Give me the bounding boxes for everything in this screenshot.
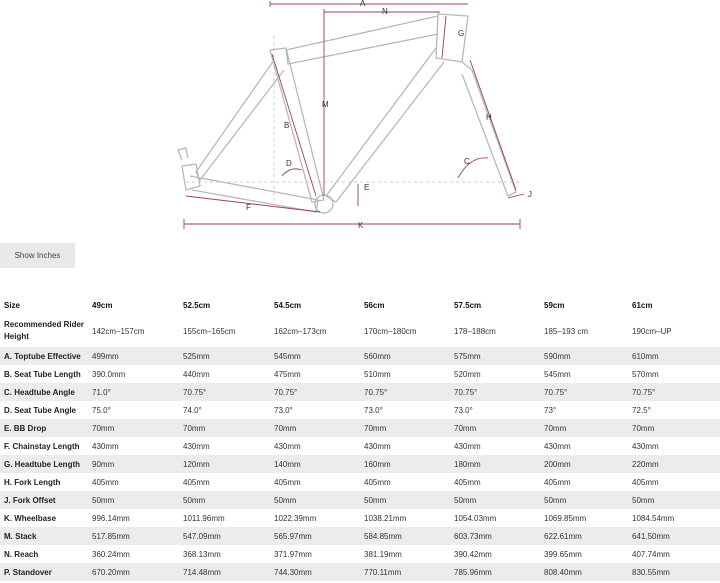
table-row	[0, 315, 720, 347]
table-cell: 1038.21mm	[364, 513, 407, 523]
row-label: H. Fork Length	[4, 477, 61, 487]
table-cell: 50mm	[88, 491, 179, 509]
table-cell: 405mm	[544, 477, 571, 487]
column-header: 56cm	[364, 300, 385, 310]
row-label: D. Seat Tube Angle	[4, 405, 77, 415]
table-row	[0, 491, 720, 509]
table-cell: 50mm	[360, 491, 450, 509]
table-row	[0, 347, 720, 365]
table-cell: 73°	[544, 405, 557, 415]
table-cell: 430mm	[183, 441, 210, 451]
row-label: B. Seat Tube Length	[4, 369, 81, 379]
table-cell: 808.40mm	[540, 563, 628, 581]
table-row	[0, 455, 720, 473]
table-cell: 50mm	[179, 491, 270, 509]
table-cell: 610mm	[628, 347, 720, 365]
table-cell: 73.0°	[454, 405, 473, 415]
table-cell: 622.61mm	[540, 527, 628, 545]
table-cell: 190cm–UP	[632, 326, 672, 336]
table-cell: 162cm–173cm	[274, 326, 327, 336]
column-header: 52.5cm	[183, 300, 211, 310]
dim-label-n: N	[382, 7, 388, 16]
dim-label-a: A	[360, 0, 366, 8]
table-cell: 50mm	[450, 491, 540, 509]
table-cell: 584.85mm	[360, 527, 450, 545]
row-label: Recommended Rider Height	[4, 320, 85, 341]
table-cell: 499mm	[88, 347, 179, 365]
table-row	[0, 509, 720, 527]
table-cell: 547.09mm	[179, 527, 270, 545]
table-cell: 72.5°	[632, 405, 651, 415]
table-cell: 440mm	[183, 369, 210, 379]
column-header: 59cm	[544, 300, 565, 310]
table-cell: 371.97mm	[274, 549, 312, 559]
table-cell: 510mm	[364, 369, 391, 379]
table-cell: 170cm–180cm	[364, 326, 417, 336]
table-row	[0, 383, 720, 401]
table-cell: 360.24mm	[92, 549, 130, 559]
table-cell: 70mm	[88, 419, 179, 437]
frame-geometry-diagram	[0, 0, 720, 240]
table-cell: 70mm	[540, 419, 628, 437]
table-row	[0, 401, 720, 419]
table-cell: 405mm	[364, 477, 391, 487]
table-cell: 517.85mm	[88, 527, 179, 545]
row-label: F. Chainstay Length	[4, 441, 80, 451]
dim-label-k: K	[358, 221, 364, 230]
table-cell: 570mm	[632, 369, 659, 379]
table-cell: 1022.39mm	[274, 513, 317, 523]
table-cell: 70.75°	[450, 383, 540, 401]
row-label: K. Wheelbase	[4, 513, 57, 523]
table-cell: 70mm	[450, 419, 540, 437]
dim-label-f: F	[246, 203, 251, 212]
table-row	[0, 365, 720, 383]
table-cell: 575mm	[450, 347, 540, 365]
table-cell: 714.48mm	[179, 563, 270, 581]
table-cell: 430mm	[544, 441, 571, 451]
table-cell: 744.30mm	[270, 563, 360, 581]
table-cell: 430mm	[454, 441, 481, 451]
table-cell: 830.55mm	[628, 563, 720, 581]
table-cell: 560mm	[360, 347, 450, 365]
table-cell: 430mm	[92, 441, 119, 451]
table-cell: 641.50mm	[628, 527, 720, 545]
table-cell: 381.19mm	[364, 549, 402, 559]
table-cell: 670.20mm	[88, 563, 179, 581]
dim-label-g: G	[458, 29, 465, 38]
table-cell: 565.97mm	[270, 527, 360, 545]
table-header-row	[0, 295, 720, 315]
table-cell: 220mm	[628, 455, 720, 473]
table-cell: 390.0mm	[92, 369, 126, 379]
table-cell: 603.73mm	[450, 527, 540, 545]
show-inches-button[interactable]: Show Inches	[0, 243, 75, 268]
dim-label-d: D	[286, 159, 292, 168]
table-cell: 1054.03mm	[454, 513, 497, 523]
table-cell: 50mm	[540, 491, 628, 509]
table-cell: 178–188cm	[454, 326, 496, 336]
table-cell: 90mm	[88, 455, 179, 473]
dim-label-m: M	[322, 100, 329, 109]
table-cell: 70mm	[270, 419, 360, 437]
table-cell: 475mm	[274, 369, 301, 379]
table-cell: 142cm–157cm	[92, 326, 145, 336]
table-cell: 200mm	[540, 455, 628, 473]
table-cell: 1011.96mm	[183, 513, 225, 523]
table-cell: 70.75°	[270, 383, 360, 401]
table-cell: 430mm	[364, 441, 391, 451]
table-cell: 140mm	[270, 455, 360, 473]
table-cell: 996.14mm	[92, 513, 130, 523]
row-label: G. Headtube Length	[0, 455, 88, 473]
table-body	[0, 315, 720, 581]
table-cell: 75.0°	[92, 405, 111, 415]
table-cell: 70.75°	[360, 383, 450, 401]
table-cell: 70.75°	[628, 383, 720, 401]
table-cell: 430mm	[274, 441, 301, 451]
dim-label-c: C	[464, 157, 470, 166]
dim-label-b: B	[284, 121, 290, 130]
table-row	[0, 545, 720, 563]
table-cell: 399.65mm	[544, 549, 582, 559]
table-cell: 185–193 cm	[544, 326, 589, 336]
table-cell: 155cm–165cm	[183, 326, 236, 336]
table-cell: 405mm	[183, 477, 210, 487]
table-row	[0, 419, 720, 437]
table-cell: 545mm	[270, 347, 360, 365]
table-cell: 390.42mm	[454, 549, 492, 559]
row-label: J. Fork Offset	[0, 491, 88, 509]
table-cell: 120mm	[179, 455, 270, 473]
row-label: M. Stack	[0, 527, 88, 545]
table-cell: 430mm	[632, 441, 659, 451]
column-header: 57.5cm	[454, 300, 482, 310]
table-cell: 50mm	[628, 491, 720, 509]
table-cell: 368.13mm	[183, 549, 221, 559]
table-cell: 525mm	[179, 347, 270, 365]
table-cell: 70.75°	[540, 383, 628, 401]
column-header: Size	[4, 300, 21, 310]
table-cell: 520mm	[454, 369, 481, 379]
table-cell: 70mm	[360, 419, 450, 437]
table-cell: 545mm	[544, 369, 571, 379]
table-cell: 785.96mm	[450, 563, 540, 581]
table-row	[0, 563, 720, 581]
table-cell: 160mm	[360, 455, 450, 473]
table-cell: 770.11mm	[360, 563, 450, 581]
table-cell: 407.74mm	[632, 549, 670, 559]
table-cell: 70mm	[628, 419, 720, 437]
table-cell: 1069.85mm	[544, 513, 587, 523]
table-cell: 405mm	[274, 477, 301, 487]
table-cell: 1084.54mm	[632, 513, 675, 523]
table-cell: 74.0°	[183, 405, 202, 415]
row-label: E. BB Drop	[0, 419, 88, 437]
column-header: 61cm	[632, 300, 653, 310]
table-cell: 70.75°	[179, 383, 270, 401]
column-header: 54.5cm	[274, 300, 302, 310]
column-header: 49cm	[92, 300, 113, 310]
table-cell: 70mm	[179, 419, 270, 437]
geometry-table	[0, 295, 720, 581]
table-cell: 405mm	[632, 477, 659, 487]
row-label: P. Standover	[0, 563, 88, 581]
table-cell: 590mm	[540, 347, 628, 365]
row-label: N. Reach	[4, 549, 39, 559]
table-row	[0, 437, 720, 455]
table-cell: 180mm	[450, 455, 540, 473]
row-label: C. Headtube Angle	[0, 383, 88, 401]
dim-label-j: J	[528, 190, 532, 199]
table-cell: 71.0°	[88, 383, 179, 401]
dim-label-h: H	[486, 113, 492, 122]
table-row	[0, 473, 720, 491]
table-row	[0, 527, 720, 545]
table-cell: 73.0°	[274, 405, 293, 415]
table-cell: 50mm	[270, 491, 360, 509]
dim-label-e: E	[364, 183, 370, 192]
row-label: A. Toptube Effective	[0, 347, 88, 365]
table-cell: 73.0°	[364, 405, 383, 415]
table-cell: 405mm	[92, 477, 119, 487]
table-cell: 405mm	[454, 477, 481, 487]
